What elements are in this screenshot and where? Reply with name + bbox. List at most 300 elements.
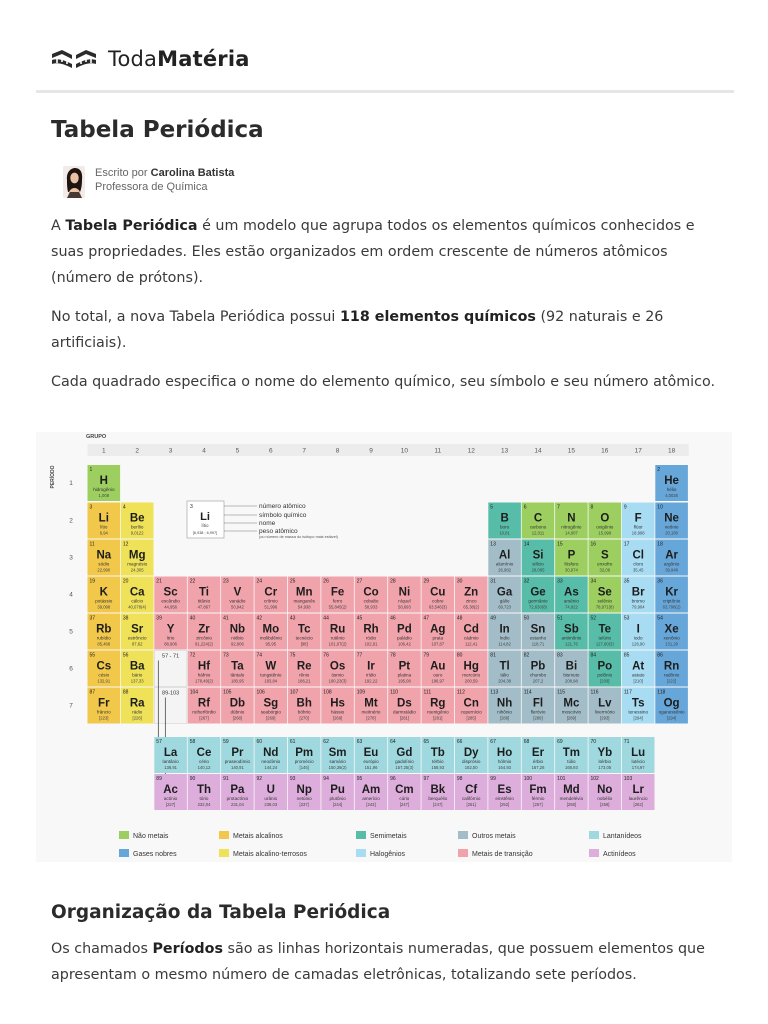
element-number: 108 bbox=[323, 689, 332, 696]
element-number: 115 bbox=[557, 689, 566, 696]
element-mass: 112,41 bbox=[464, 641, 478, 647]
group-number: 16 bbox=[601, 447, 609, 455]
element-symbol: Ag bbox=[430, 623, 446, 636]
legend-swatch bbox=[356, 849, 366, 857]
element-number: 51 bbox=[557, 615, 563, 622]
element-mass: 132,91 bbox=[97, 678, 111, 684]
element-name: chumbo bbox=[529, 672, 547, 678]
element-number: 100 bbox=[523, 776, 533, 782]
element-symbol: Lu bbox=[631, 747, 646, 759]
element-mass: 95,95 bbox=[265, 641, 277, 647]
author-name[interactable]: Carolina Batista bbox=[150, 167, 235, 179]
group-number: 18 bbox=[667, 447, 676, 455]
element-mass: [98] bbox=[300, 641, 308, 647]
element-number: 112 bbox=[456, 689, 465, 696]
element-number: 64 bbox=[390, 739, 396, 745]
site-header bbox=[0, 0, 768, 90]
group-number: 3 bbox=[168, 447, 173, 455]
element-name: zircônio bbox=[196, 635, 212, 641]
element-number: 82 bbox=[523, 652, 530, 659]
element-number: 99 bbox=[490, 776, 496, 782]
element-name: praseodímio bbox=[224, 759, 251, 764]
element-number: 52 bbox=[590, 615, 597, 622]
element-mass: 72,630(8) bbox=[529, 604, 547, 610]
element-symbol: Ca bbox=[129, 586, 145, 599]
legend-label: Metais alcalino-terrosos bbox=[233, 851, 307, 858]
element-number: 74 bbox=[256, 652, 263, 659]
site-logo[interactable] bbox=[50, 46, 250, 72]
element-symbol: Fl bbox=[532, 697, 544, 710]
element-symbol: Cd bbox=[463, 623, 479, 636]
element-symbol: Sc bbox=[163, 586, 178, 599]
element-mass: 20,180 bbox=[665, 530, 679, 536]
p2-text-post: (92 naturais e 26 artificiais). bbox=[51, 309, 664, 351]
element-mass: [281] bbox=[433, 715, 443, 721]
intro-paragraph bbox=[51, 213, 721, 291]
element-mass: 151,96 bbox=[364, 765, 378, 770]
element-number: 114 bbox=[523, 689, 532, 696]
element-name: frâncio bbox=[96, 709, 111, 715]
element-name: gadolínio bbox=[395, 759, 414, 764]
element-symbol: Lv bbox=[598, 697, 612, 710]
element-mass: [226] bbox=[132, 715, 142, 721]
element-name: potássio bbox=[95, 598, 113, 604]
element-mass: 85,468 bbox=[97, 641, 111, 647]
element-name: manganês bbox=[293, 598, 315, 604]
element-name: xenônio bbox=[663, 635, 680, 641]
element-mass: [227] bbox=[165, 802, 176, 807]
element-symbol: Bk bbox=[430, 784, 446, 796]
element-symbol: At bbox=[632, 660, 645, 673]
author-avatar[interactable] bbox=[63, 166, 85, 198]
element-mass: 140,12 bbox=[197, 765, 211, 770]
p4-text-post: são as linhas horizontais numeradas, que possuem elementos que apresentam o mesmo número de camadas eletrônicas, totalizando sete períodos. bbox=[51, 941, 705, 983]
element-name: telúrio bbox=[598, 635, 612, 641]
element-symbol: Be bbox=[129, 512, 145, 525]
element-mass: [209] bbox=[600, 678, 610, 684]
element-name: túlio bbox=[567, 759, 576, 764]
element-number: 91 bbox=[223, 776, 229, 782]
element-number: 92 bbox=[256, 776, 263, 782]
element-number: 86 bbox=[657, 652, 663, 659]
element-mass: 168,93 bbox=[564, 765, 578, 770]
legend-swatch bbox=[589, 849, 599, 857]
element-name: califórnio bbox=[462, 796, 481, 801]
element-number: 70 bbox=[590, 739, 597, 745]
element-number: 79 bbox=[423, 652, 430, 659]
element-mass: 200,59 bbox=[464, 678, 478, 684]
element-mass: 12,011 bbox=[531, 530, 545, 536]
legend-swatch bbox=[589, 831, 599, 839]
element-name: laurêncio bbox=[628, 796, 648, 801]
element-number: 104 bbox=[189, 689, 199, 696]
element-symbol: Gd bbox=[396, 747, 413, 759]
element-number: 53 bbox=[623, 615, 630, 622]
element-mass: 78,971(8) bbox=[595, 604, 614, 610]
element-mass: 186,21 bbox=[297, 678, 311, 684]
element-name: ródio bbox=[365, 635, 377, 641]
element-mass: 192,22 bbox=[364, 678, 378, 684]
element-number: 19 bbox=[89, 578, 96, 585]
element-symbol: Rn bbox=[663, 660, 680, 673]
element-name: bário bbox=[132, 672, 143, 678]
element-name: selênio bbox=[597, 598, 613, 604]
element-mass: 232,04 bbox=[197, 802, 211, 807]
element-name: roentgênio bbox=[426, 709, 449, 715]
element-symbol: Am bbox=[361, 784, 381, 796]
element-mass: [247] bbox=[433, 802, 443, 807]
element-mass: [247] bbox=[399, 802, 410, 807]
element-mass: 107,87 bbox=[431, 641, 445, 647]
element-symbol: U bbox=[266, 784, 275, 796]
element-symbol: Er bbox=[531, 747, 545, 759]
element-number: 85 bbox=[623, 652, 630, 659]
element-mass: 79,904 bbox=[631, 604, 645, 610]
element-symbol: Hf bbox=[197, 660, 211, 673]
period-label: PERÍODO bbox=[50, 465, 56, 489]
element-number: 10 bbox=[657, 504, 663, 511]
element-mass: 121,76 bbox=[564, 641, 578, 647]
element-number: 2 bbox=[657, 467, 661, 473]
element-mass: 47,867 bbox=[197, 604, 211, 610]
element-symbol: Mo bbox=[262, 623, 280, 636]
element-symbol: Ga bbox=[496, 586, 513, 599]
element-symbol: Te bbox=[598, 623, 612, 636]
element-number: 110 bbox=[390, 689, 399, 696]
element-name: silício bbox=[532, 561, 544, 567]
element-symbol: Xe bbox=[664, 623, 679, 636]
element-name: rutherfórdio bbox=[192, 709, 216, 715]
element-mass: 10,81 bbox=[499, 530, 510, 536]
group-header-band bbox=[88, 444, 689, 456]
element-number: 90 bbox=[189, 776, 196, 782]
element-mass: 91,224(2) bbox=[195, 641, 213, 647]
group-number: 14 bbox=[534, 447, 542, 455]
element-number: 76 bbox=[323, 652, 329, 659]
element-number: 4 bbox=[122, 504, 126, 511]
element-mass: [210] bbox=[633, 678, 643, 684]
author-line bbox=[95, 166, 234, 180]
element-number: 32 bbox=[523, 578, 530, 585]
legend-label: Metais de transição bbox=[472, 851, 533, 858]
element-name: carbono bbox=[529, 524, 547, 530]
element-name: platina bbox=[397, 672, 412, 678]
element-mass: 106,42 bbox=[397, 641, 411, 647]
element-symbol: F bbox=[634, 512, 642, 525]
element-symbol: Ts bbox=[631, 697, 645, 710]
element-number: 77 bbox=[356, 652, 363, 659]
element-mass: 39,948 bbox=[665, 567, 679, 573]
legend-swatch bbox=[458, 849, 468, 857]
element-name: rubídio bbox=[96, 635, 111, 641]
group-number: 15 bbox=[567, 447, 576, 455]
element-number: 57 bbox=[156, 739, 162, 745]
element-number: 9 bbox=[623, 504, 627, 511]
site-name-light: Toda bbox=[108, 47, 158, 71]
element-name: índio bbox=[499, 635, 510, 641]
element-name: gálio bbox=[499, 598, 510, 604]
legend-swatch bbox=[458, 831, 468, 839]
element-name: arsênio bbox=[563, 598, 579, 604]
element-mass: [145] bbox=[299, 765, 309, 770]
element-name: fósforo bbox=[564, 561, 579, 567]
period-number: 6 bbox=[69, 665, 73, 673]
element-name: cálcio bbox=[131, 598, 144, 604]
element-mass: 4,0026 bbox=[665, 493, 679, 498]
element-mass: 1,008 bbox=[98, 493, 110, 498]
legend-label: Halogênios bbox=[370, 851, 406, 858]
element-symbol: Ta bbox=[231, 660, 244, 673]
element-symbol: Th bbox=[196, 784, 212, 796]
element-name: bismuto bbox=[563, 672, 580, 678]
element-symbol: I bbox=[636, 623, 640, 636]
element-mass: [269] bbox=[332, 715, 343, 721]
element-number: 16 bbox=[590, 541, 597, 548]
element-number: 45 bbox=[356, 615, 363, 622]
element-mass: 74,922 bbox=[564, 604, 578, 610]
element-number: 31 bbox=[490, 578, 496, 585]
element-symbol: Ce bbox=[196, 747, 212, 759]
element-number: 116 bbox=[590, 689, 599, 696]
element-number: 101 bbox=[557, 776, 566, 782]
element-number: 89 bbox=[156, 776, 162, 782]
element-name: fleróvio bbox=[530, 709, 546, 715]
key-label: número atômico bbox=[259, 503, 306, 510]
element-name: cloro bbox=[633, 561, 644, 567]
p1-bold: Tabela Periódica bbox=[65, 218, 198, 234]
element-number: 68 bbox=[523, 739, 530, 745]
element-mass: 54,938 bbox=[297, 604, 311, 610]
element-number: 78 bbox=[390, 652, 396, 659]
group-number: 13 bbox=[500, 447, 509, 455]
element-name: argônio bbox=[663, 561, 680, 567]
element-name: meitnério bbox=[361, 709, 381, 715]
element-mass: [267] bbox=[199, 715, 209, 721]
element-mass: [294] bbox=[633, 715, 643, 721]
element-number: 46 bbox=[390, 615, 396, 622]
element-name: estrôncio bbox=[127, 635, 147, 641]
element-symbol: Rh bbox=[363, 623, 379, 636]
element-number: 26 bbox=[323, 578, 329, 585]
element-name: rutênio bbox=[330, 635, 345, 641]
p2-bold: 118 elementos químicos bbox=[339, 309, 536, 325]
element-name: titânio bbox=[197, 598, 211, 604]
p2-text-pre: No total, a nova Tabela Periódica possui bbox=[51, 309, 340, 325]
element-number: 84 bbox=[590, 652, 597, 659]
element-number: 6 bbox=[523, 504, 527, 511]
element-number: 95 bbox=[356, 776, 363, 782]
element-mass: 137,33 bbox=[130, 678, 144, 684]
element-mass: [285] bbox=[466, 715, 476, 721]
element-number: 50 bbox=[523, 615, 530, 622]
element-symbol: Yb bbox=[597, 747, 613, 759]
element-name: iodo bbox=[633, 635, 643, 641]
element-number: 107 bbox=[289, 689, 299, 696]
element-name: tungstênio bbox=[260, 672, 282, 678]
element-mass: [278] bbox=[366, 715, 376, 721]
author-byline bbox=[63, 166, 234, 198]
element-name: promécio bbox=[294, 759, 314, 764]
element-number: 49 bbox=[490, 615, 496, 622]
element-mass: 92,906 bbox=[230, 641, 244, 647]
element-number: 59 bbox=[223, 739, 229, 745]
element-symbol: Nb bbox=[229, 623, 246, 636]
element-symbol: La bbox=[163, 747, 178, 759]
element-symbol: Al bbox=[498, 549, 511, 562]
element-symbol: W bbox=[265, 660, 277, 673]
element-name: férmio bbox=[531, 796, 545, 801]
element-name: térbio bbox=[432, 759, 444, 764]
element-number: 87 bbox=[89, 689, 96, 696]
element-symbol: Mt bbox=[364, 697, 378, 710]
element-name: bromo bbox=[631, 598, 645, 604]
element-number: 36 bbox=[657, 578, 663, 585]
element-symbol: S bbox=[600, 549, 609, 562]
element-mass: 127,60(3) bbox=[595, 641, 614, 647]
element-name: enxofre bbox=[597, 561, 613, 567]
element-mass: [281] bbox=[399, 715, 410, 721]
period-number: 3 bbox=[69, 554, 73, 562]
element-name: samário bbox=[329, 759, 346, 764]
element-mass: 204,38 bbox=[498, 678, 512, 684]
element-name: seabórgio bbox=[260, 709, 281, 715]
element-symbol: Y bbox=[166, 623, 175, 636]
element-name: actínio bbox=[163, 796, 178, 801]
element-symbol: Ra bbox=[129, 697, 145, 710]
element-symbol: Md bbox=[563, 784, 580, 796]
element-mass: 164,93 bbox=[498, 765, 512, 770]
element-mass: 32,06 bbox=[599, 567, 611, 573]
element-name: cobre bbox=[432, 598, 444, 604]
period-number: 2 bbox=[69, 517, 73, 525]
periodic-table-figure[interactable] bbox=[36, 432, 732, 862]
element-name: molibdênio bbox=[259, 635, 282, 641]
group-number: 8 bbox=[335, 447, 340, 455]
element-symbol: Li bbox=[98, 512, 109, 525]
element-name: dúbnio bbox=[230, 709, 245, 715]
element-name: lutécio bbox=[631, 759, 645, 764]
element-symbol: Pb bbox=[530, 660, 546, 673]
element-number: 37 bbox=[89, 615, 96, 622]
element-name: urânio bbox=[264, 796, 278, 801]
count-paragraph bbox=[51, 304, 721, 356]
element-name: rênio bbox=[299, 672, 310, 678]
element-mass: 58,693 bbox=[397, 604, 411, 610]
element-number: 35 bbox=[623, 578, 630, 585]
element-mass: [268] bbox=[232, 715, 243, 721]
element-number: 13 bbox=[490, 541, 496, 548]
element-symbol: Pt bbox=[398, 660, 411, 673]
element-mass: 157,25(3) bbox=[395, 765, 414, 770]
element-symbol: Sr bbox=[131, 623, 144, 636]
element-number: 17 bbox=[623, 541, 630, 548]
legend-label: Não metais bbox=[133, 833, 169, 840]
element-number: 65 bbox=[423, 739, 430, 745]
element-name: criptônio bbox=[662, 598, 681, 604]
element-symbol: No bbox=[597, 784, 613, 796]
element-number: 23 bbox=[223, 578, 229, 585]
element-mass: 22,990 bbox=[97, 567, 111, 573]
element-symbol: Co bbox=[363, 586, 379, 599]
legend-swatch bbox=[356, 831, 366, 839]
element-symbol: Sn bbox=[530, 623, 546, 636]
element-mass: [243] bbox=[366, 802, 376, 807]
element-number: 103 bbox=[623, 776, 633, 782]
element-name: protactínio bbox=[226, 796, 249, 801]
element-symbol: Nh bbox=[496, 697, 513, 710]
element-mass: [223] bbox=[99, 715, 109, 721]
element-name: tântalo bbox=[230, 672, 245, 678]
element-symbol: Bh bbox=[296, 697, 312, 710]
element-number: 48 bbox=[456, 615, 463, 622]
element-symbol: Kr bbox=[665, 586, 678, 599]
element-name: copernício bbox=[460, 709, 482, 715]
header-divider bbox=[36, 90, 734, 93]
book-logo-icon bbox=[50, 46, 98, 72]
element-mass: 102,91 bbox=[364, 641, 378, 647]
element-name: tálio bbox=[500, 672, 509, 678]
element-mass: [237] bbox=[299, 802, 309, 807]
element-symbol: C bbox=[533, 512, 543, 525]
period-number: 7 bbox=[69, 702, 73, 710]
element-mass: 9,0122 bbox=[130, 530, 144, 536]
element-mass: 69,723 bbox=[498, 604, 512, 610]
element-number: 88 bbox=[122, 689, 129, 696]
element-mass: 178,49(2) bbox=[195, 678, 213, 684]
element-name: mendelévio bbox=[559, 796, 584, 801]
element-symbol: Ne bbox=[664, 512, 679, 525]
element-number: 40 bbox=[189, 615, 196, 622]
element-name: netúnio bbox=[296, 796, 312, 801]
element-name: berquélio bbox=[428, 796, 448, 801]
element-number: 117 bbox=[623, 689, 632, 696]
element-number: 111 bbox=[423, 689, 432, 696]
element-name: érbio bbox=[532, 759, 544, 764]
element-mass: [222] bbox=[666, 678, 677, 684]
key-symbol: Li bbox=[200, 511, 210, 523]
element-number: 106 bbox=[256, 689, 265, 696]
element-symbol: Rb bbox=[96, 623, 112, 636]
group-number: 6 bbox=[268, 447, 273, 455]
element-name: hidrogênio bbox=[93, 487, 115, 492]
written-by-label: Escrito por bbox=[95, 167, 148, 179]
element-name: cobalto bbox=[363, 598, 379, 604]
element-number: 81 bbox=[490, 652, 496, 659]
element-name: magnésio bbox=[127, 561, 148, 567]
element-mass: [269] bbox=[266, 715, 276, 721]
element-number: 28 bbox=[390, 578, 396, 585]
element-name: neônio bbox=[664, 524, 679, 530]
element-symbol: Tb bbox=[430, 747, 445, 759]
element-mass: 114,82 bbox=[498, 641, 511, 647]
element-symbol: Si bbox=[532, 549, 544, 562]
period-number: 4 bbox=[69, 591, 73, 599]
element-symbol: H bbox=[99, 475, 108, 487]
element-symbol: Db bbox=[229, 697, 246, 710]
element-name: amerício bbox=[362, 796, 380, 801]
element-symbol: Np bbox=[296, 784, 312, 796]
element-symbol: Mg bbox=[128, 549, 146, 562]
element-number: 71 bbox=[623, 739, 630, 745]
element-number: 56 bbox=[122, 652, 129, 659]
element-symbol: Bi bbox=[565, 660, 578, 673]
element-name: germânio bbox=[528, 598, 548, 604]
element-mass: 167,26 bbox=[531, 765, 545, 770]
element-symbol: Cf bbox=[465, 784, 478, 796]
element-name: livermório bbox=[594, 709, 615, 715]
element-symbol: Ar bbox=[665, 549, 678, 562]
element-symbol: Au bbox=[430, 660, 446, 673]
